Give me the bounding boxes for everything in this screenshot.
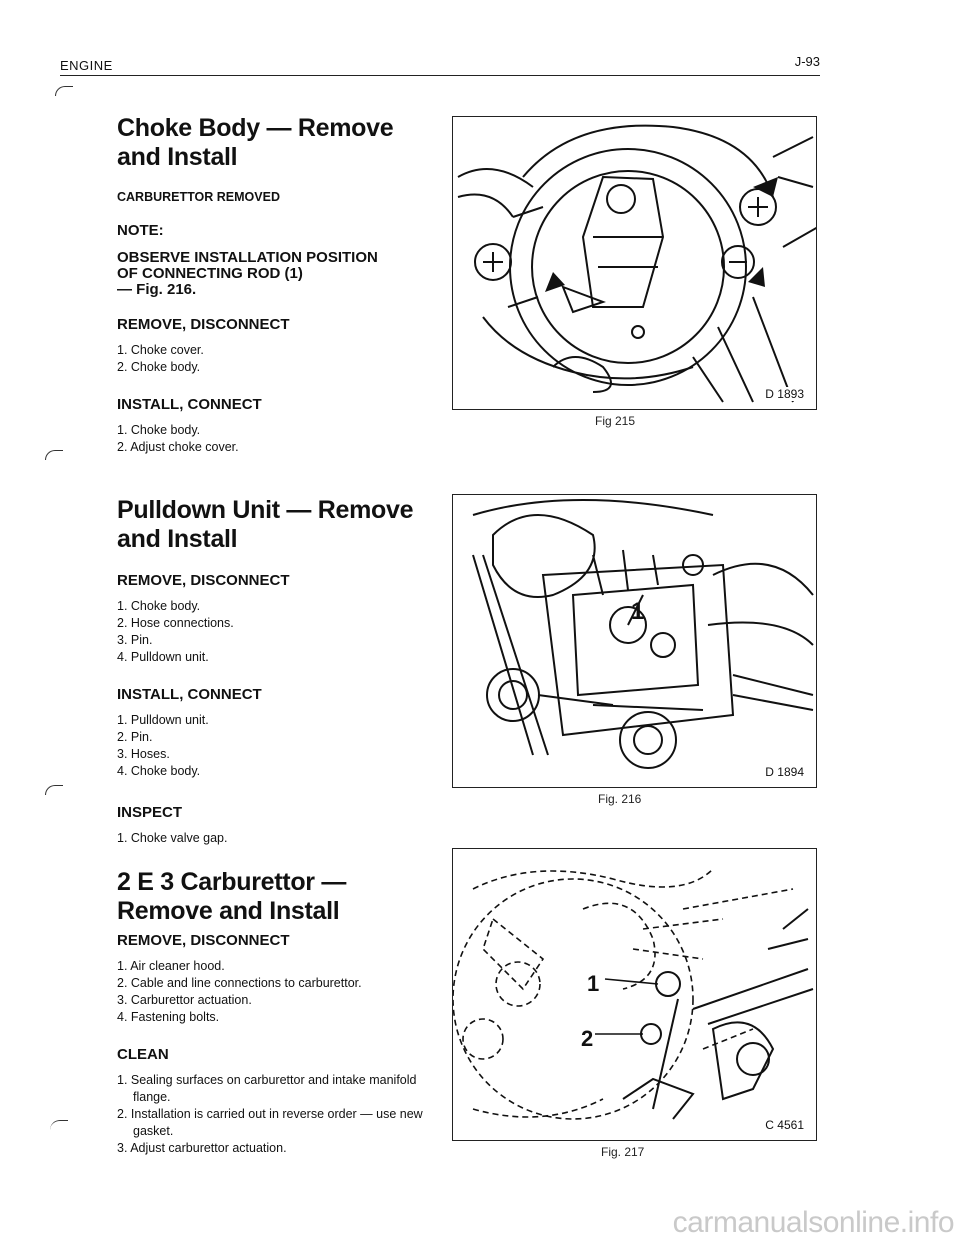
margin-mark xyxy=(45,785,63,795)
margin-mark xyxy=(55,86,73,96)
figure-216 xyxy=(452,494,817,788)
condition-label: CARBURETTOR REMOVED xyxy=(117,190,280,204)
list-item: 1. Air cleaner hood. xyxy=(117,959,225,973)
section-heading: 2 E 3 Carburettor — Remove and Install xyxy=(117,868,347,925)
margin-mark xyxy=(50,1120,68,1130)
step-list xyxy=(117,712,437,780)
list-item: 2. Hose connections. xyxy=(117,616,234,630)
list-item: 3. Pin. xyxy=(117,633,153,647)
list-item: 1. Sealing surfaces on carburettor and intake manifold flange. xyxy=(117,1073,417,1104)
list-item: 2. Pin. xyxy=(117,730,153,744)
list-item: 3. Carburettor actuation. xyxy=(117,993,252,1007)
page-number: J-93 xyxy=(794,54,820,69)
step-list xyxy=(117,1072,437,1157)
list-item: 2. Adjust choke cover. xyxy=(117,440,239,454)
list-item: 4. Pulldown unit. xyxy=(117,650,209,664)
figure-caption: Fig. 217 xyxy=(601,1145,645,1159)
note-label: NOTE: xyxy=(117,222,164,239)
callout-label: 2 xyxy=(581,1026,594,1051)
list-item: 1. Choke valve gap. xyxy=(117,831,228,845)
figure-code: D 1893 xyxy=(765,387,804,401)
section-heading: Choke Body — Remove and Install xyxy=(117,114,394,171)
list-item: 2. Installation is carried out in reverse order — use new gasket. xyxy=(117,1107,423,1138)
group-heading: REMOVE, DISCONNECT xyxy=(117,572,290,589)
step-list xyxy=(117,342,437,376)
pulldown-unit-illustration xyxy=(453,495,817,788)
group-heading: CLEAN xyxy=(117,1046,169,1063)
figure-caption: Fig. 216 xyxy=(598,792,642,806)
list-item: 1. Choke cover. xyxy=(117,343,204,357)
note-text: OBSERVE INSTALLATION POSITION OF CONNECTING ROD (1) — Fig. 216. xyxy=(117,249,378,298)
section-heading: Pulldown Unit — Remove and Install xyxy=(117,496,414,553)
group-heading: REMOVE, DISCONNECT xyxy=(117,932,290,949)
figure-code: D 1894 xyxy=(765,765,804,779)
list-item: 2. Cable and line connections to carburettor. xyxy=(117,976,362,990)
choke-body-illustration xyxy=(453,117,817,410)
section-choke-body xyxy=(117,114,437,456)
list-item: 4. Choke body. xyxy=(117,764,201,778)
figure-217 xyxy=(452,848,817,1141)
margin-mark xyxy=(45,450,63,460)
callout-label: 1 xyxy=(631,598,645,625)
step-list xyxy=(117,422,437,456)
watermark: carmanualsonline.info xyxy=(672,1206,954,1239)
list-item: 1. Choke body. xyxy=(117,423,201,437)
section-carburettor xyxy=(117,868,437,1157)
list-item: 3. Adjust carburettor actuation. xyxy=(117,1141,287,1155)
callout-label: 1 xyxy=(587,971,600,996)
list-item: 4. Fastening bolts. xyxy=(117,1010,220,1024)
group-heading: REMOVE, DISCONNECT xyxy=(117,316,290,333)
step-list xyxy=(117,830,437,847)
step-list xyxy=(117,598,437,666)
group-heading: INSPECT xyxy=(117,804,183,821)
carburettor-illustration xyxy=(453,849,817,1141)
list-item: 1. Pulldown unit. xyxy=(117,713,209,727)
step-list xyxy=(117,958,437,1026)
section-title: ENGINE xyxy=(60,58,113,73)
list-item: 2. Choke body. xyxy=(117,360,201,374)
page-header xyxy=(60,54,820,76)
section-pulldown-unit xyxy=(117,496,437,847)
figure-code: C 4561 xyxy=(765,1118,804,1132)
figure-caption: Fig 215 xyxy=(595,414,636,428)
group-heading: INSTALL, CONNECT xyxy=(117,396,262,413)
list-item: 3. Hoses. xyxy=(117,747,170,761)
group-heading: INSTALL, CONNECT xyxy=(117,686,262,703)
figure-215 xyxy=(452,116,817,410)
list-item: 1. Choke body. xyxy=(117,599,201,613)
